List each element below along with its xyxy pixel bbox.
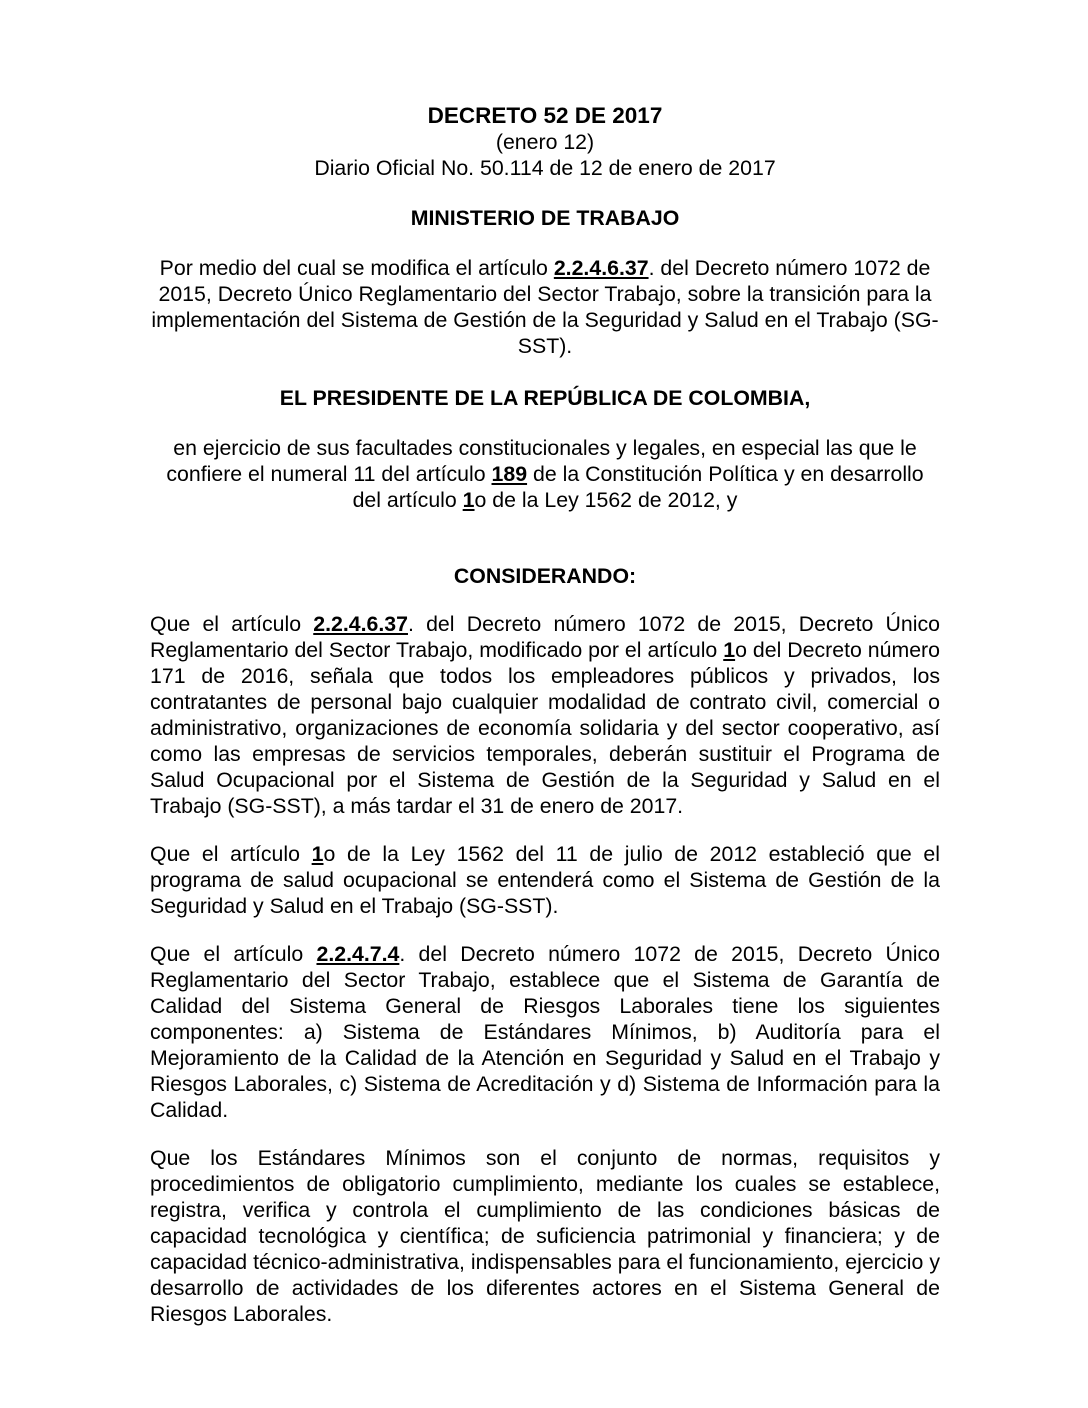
official-gazette-line: Diario Oficial No. 50.114 de 12 de enero de 2017 (314, 156, 776, 180)
considering-paragraph-3: Que el artículo 2.2.4.7.4. del Decreto número 1072 de 2015, Decreto Único Reglamentario del Sector Trabajo, establece que el Sistema de Garantía de Calidad del Sistema General de Riesgos Laborales tiene los siguientes componentes: a) Sistema de Estándares Mínimos, b) Auditoría para el Mejoramiento de la Calidad de la Atención en Seguridad y Salud en el Trabajo y Riesgos Laborales, c) Sistema de Acreditación y d) Sistema de Información para la Calidad. (150, 942, 940, 1122)
document-date-line: (enero 12) (495, 130, 595, 154)
constitutional-powers-paragraph: en ejercicio de sus facultades constitucionales y legales, en especial las que le confiere el numeral 11 del artículo 189 de la Constitución Política y en desarrollo del artículo 1o de la Ley 1562 de 2012, y (166, 436, 924, 512)
ministry-heading: MINISTERIO DE TRABAJO (410, 206, 680, 230)
decree-subject-paragraph: Por medio del cual se modifica el artículo 2.2.4.6.37. del Decreto número 1072 de 2015, Decreto Único Reglamentario del Sector Trabajo, sobre la transición para la implementación del Sistema de Gestión de la Seguridad y Salud en el Trabajo (SG-SST). (151, 256, 939, 358)
document-title: DECRETO 52 DE 2017 (427, 103, 663, 128)
considering-paragraph-2: Que el artículo 1o de la Ley 1562 del 11 de julio de 2012 estableció que el programa de salud ocupacional se entenderá como el Sistema de Gestión de la Seguridad y Salud en el Trabajo (SG-SST). (150, 842, 941, 918)
considering-paragraphs (150, 611, 940, 1327)
president-heading: EL PRESIDENTE DE LA REPÚBLICA DE COLOMBIA, (279, 386, 811, 410)
considering-paragraph-1: Que el artículo 2.2.4.6.37. del Decreto número 1072 de 2015, Decreto Único Reglamentario del Sector Trabajo, modificado por el artículo 1o del Decreto número 171 de 2016, señala que todos los empleadores públicos y privados, los contratantes de personal bajo cualquier modalidad de contrato civil, comercial o administrativo, organizaciones de economía solidaria y del sector cooperativo, así como las empresas de servicios temporales, deberán sustituir el Programa de Salud Ocupacional por el Sistema de Gestión de la Seguridad y Salud en el Trabajo (SG-SST), a más tardar el 31 de enero de 2017. (150, 612, 940, 818)
considering-paragraph-4: Que los Estándares Mínimos son el conjunto de normas, requisitos y procedimientos de obligatorio cumplimiento, mediante los cuales se establece, registra, verifica y controla el cumplimiento de las condiciones básicas de capacidad tecnológica y científica; de suficiencia patrimonial y financiera; y de capacidad técnico-administrativa, indispensables para el funcionamiento, ejercicio y desarrollo de actividades de los diferentes actores en el Sistema General de Riesgos Laborales. (150, 1146, 940, 1326)
considering-heading: CONSIDERANDO: (453, 564, 637, 588)
